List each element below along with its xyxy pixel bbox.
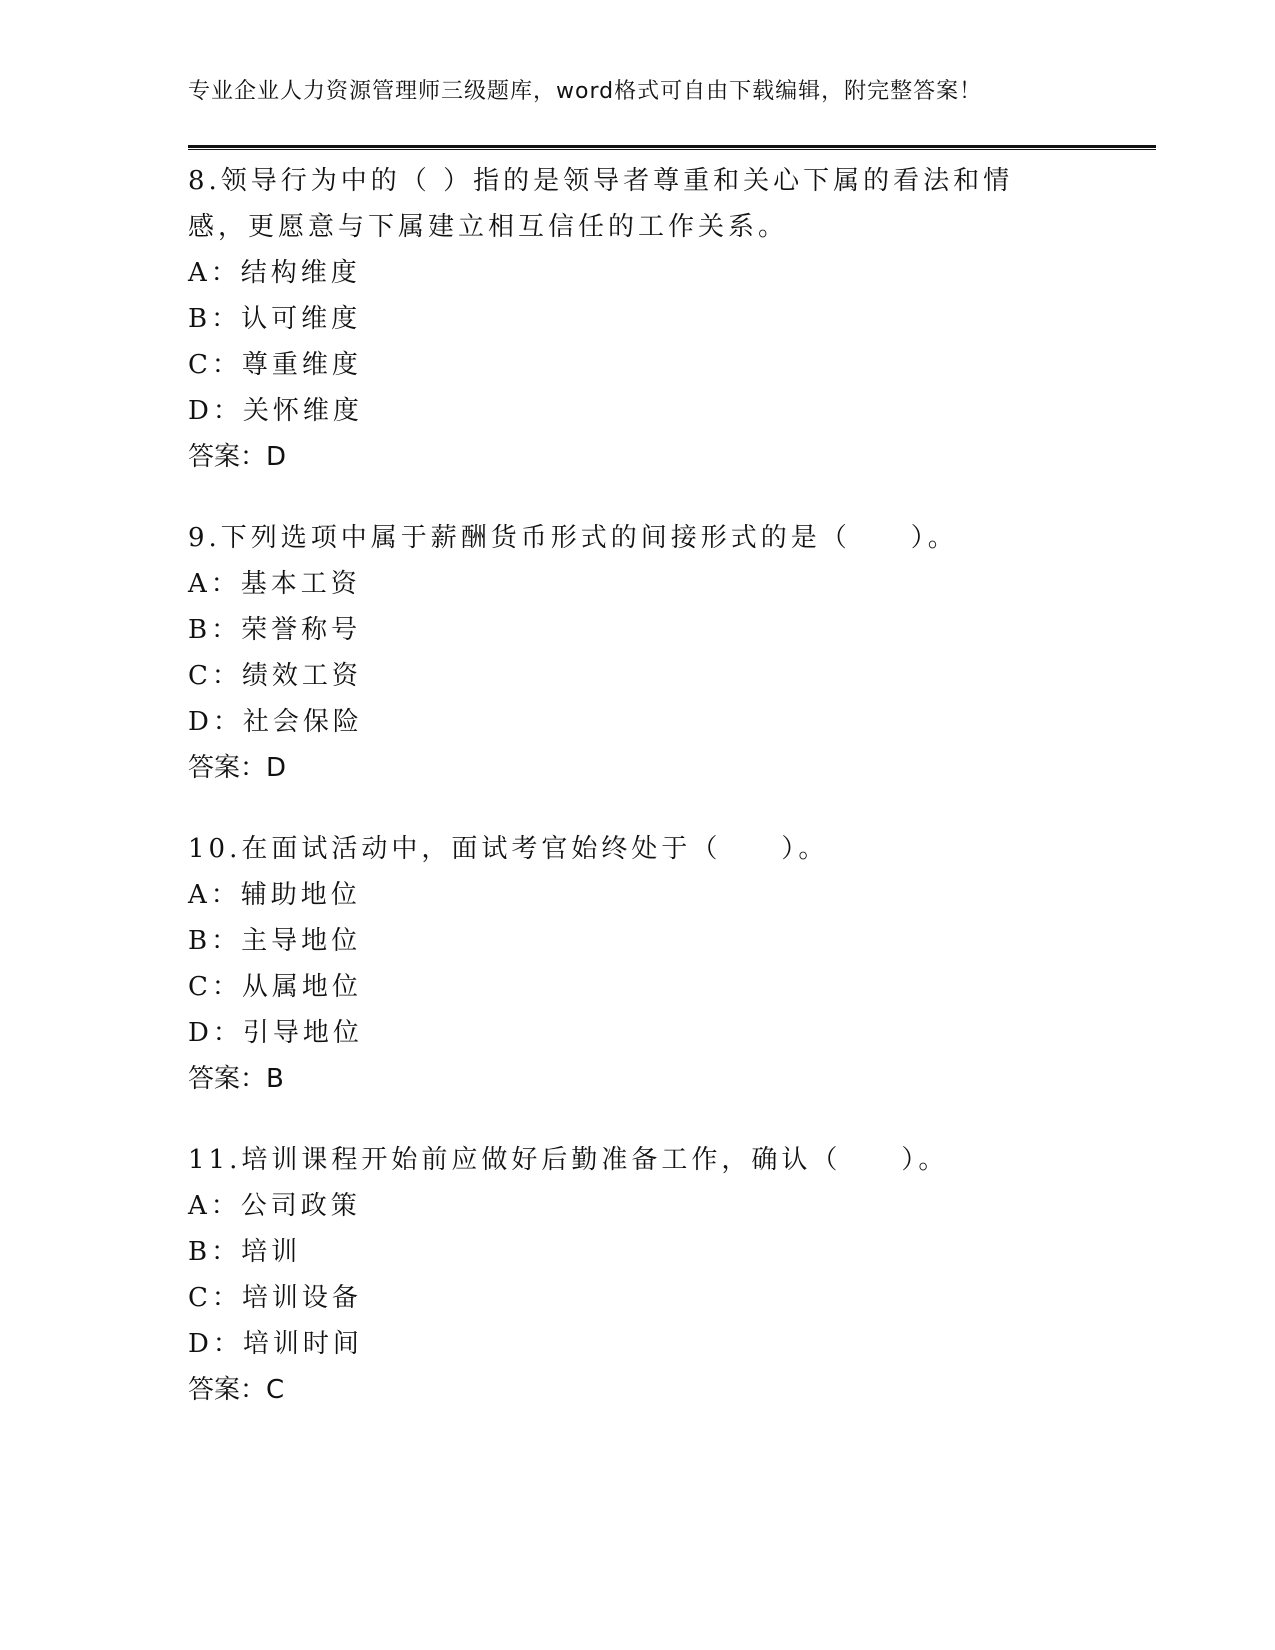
question-stem: 9.下列选项中属于薪酬货币形式的间接形式的是（ ）。 xyxy=(188,523,958,553)
question-stem: 10.在面试活动中，面试考官始终处于（ ）。 xyxy=(188,834,829,864)
question-8 xyxy=(188,158,1088,480)
option-d: D：关怀维度 xyxy=(188,396,363,426)
question-10 xyxy=(188,826,1088,1102)
answer: 答案：D xyxy=(188,442,287,472)
option-a: A：结构维度 xyxy=(188,258,361,288)
answer: 答案：B xyxy=(188,1064,284,1094)
option-d: D：引导地位 xyxy=(188,1018,363,1048)
option-a: A：辅助地位 xyxy=(188,880,361,910)
option-c: C：从属地位 xyxy=(188,972,362,1002)
answer: 答案：D xyxy=(188,753,287,783)
option-c: C：绩效工资 xyxy=(188,661,362,691)
question-stem: 8.领导行为中的（ ）指的是领导者尊重和关心下属的看法和情感，更愿意与下属建立相互信任的工作关系。 xyxy=(188,166,1014,242)
option-c: C：培训设备 xyxy=(188,1283,362,1313)
option-b: B：荣誉称号 xyxy=(188,615,362,645)
question-list xyxy=(188,158,1088,1448)
option-d: D：社会保险 xyxy=(188,707,363,737)
option-b: B：认可维度 xyxy=(188,304,362,334)
question-9 xyxy=(188,515,1088,791)
option-c: C：尊重维度 xyxy=(188,350,362,380)
option-b: B：培训 xyxy=(188,1237,302,1267)
page-header: 专业企业人力资源管理师三级题库，word格式可自由下载编辑，附完整答案！ xyxy=(188,79,983,104)
option-a: A：公司政策 xyxy=(188,1191,361,1221)
answer: 答案：C xyxy=(188,1375,285,1405)
question-stem: 11.培训课程开始前应做好后勤准备工作，确认（ ）。 xyxy=(188,1145,949,1175)
question-11 xyxy=(188,1137,1088,1413)
option-d: D：培训时间 xyxy=(188,1329,363,1359)
option-a: A：基本工资 xyxy=(188,569,361,599)
option-b: B：主导地位 xyxy=(188,926,362,956)
header-divider xyxy=(188,145,1156,150)
